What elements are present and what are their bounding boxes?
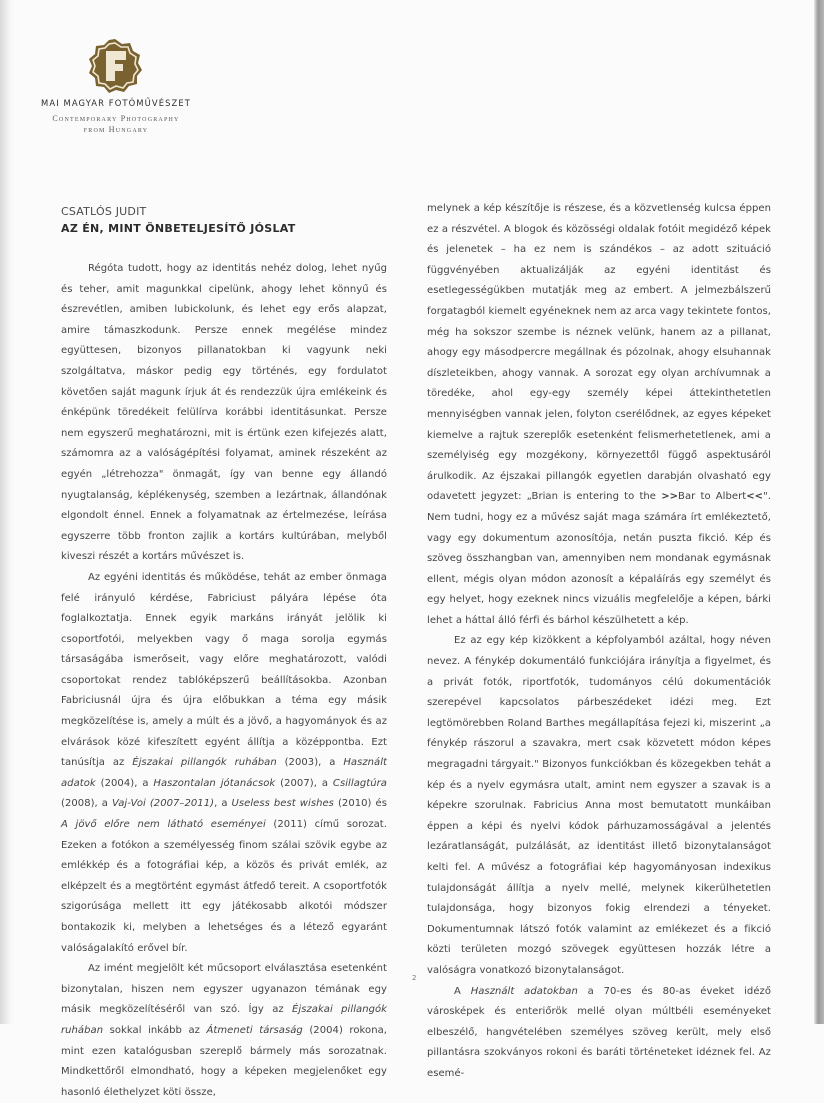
masthead-title: MAI MAGYAR FOTÓMŰVÉSZET (41, 98, 191, 108)
paragraph (61, 259, 387, 568)
text-run: << (746, 491, 764, 503)
page-number: 2 (412, 974, 417, 982)
masthead-subtitle-line-2: from Hungary (83, 125, 149, 134)
paragraph (427, 982, 771, 1085)
paragraph (427, 199, 771, 631)
text-run: A (454, 985, 471, 997)
paragraph (61, 959, 387, 1103)
text-run: >> (661, 491, 679, 503)
text-column-left (61, 259, 387, 1103)
work-title: Használt adatok (61, 757, 387, 789)
publication-logo (87, 38, 143, 94)
text-run: (2004), a (95, 777, 154, 789)
text-run: Régóta tudott, hogy az identitás nehéz dolog, lehet nyűg és teher, amit magunkkal cipelünk, ahogy lehet könnyű és észrevétlen, amiben lubickolunk, és lehet egy erős alapzat, amire támaszkodunk. Persze ennek megélése mindez együttesen, bizonyos pillanatokban ki vagyunk neki szolgáltatva, máskor pedig egy történés, egy fordulatot követően saját magunk írjuk át és rendezzük újra emlékeink és énképünk töredékeit felülírva korábbi identitásunkat. Persze nem egyszerű meghatározni, mit is értünk ezen kifejezés alatt, számomra az a valóságépítési folyamat, aminek részeként az egyén „létrehozza" önmagát, így van benne egy állandó nyugtalanság, képlékenység, szemben a lezártnak, állandónak elgondolt énnel. Ennek a folyamatnak az értelmezése, leírása egyszerre több fronton zajlik a kortárs kultúrában, melyből kiveszi részét a kortárs művészet is. (61, 263, 387, 563)
text-run: (2008), a (61, 798, 112, 810)
article-author: CSATLÓS JUDIT (61, 205, 147, 218)
work-title: A jövő előre nem látható eseményei (61, 819, 266, 831)
text-run: melynek a kép készítője is részese, és a közvetlenség kulcsa éppen ez a részvétel. A blogok és közösségi oldalak fotóit megidéző képek és jelenetek – ha ez nem is szándékos – az adott szituáció függvényében aktualizálják az egyéni identitást és esetlegességükben mutatják meg az embert. A jelmezbálszerű forgatagból kiemelt egyéneknek nem az arca vagy tekintete fontos, még ha sokszor szembe is néznek velünk, hanem az a pillanat, ahogy egy másodpercre megállnak és pózolnak, ahogy elsuhannak díszleteikben, ahogy vannak. A sorozat egy olyan archívumnak a töredéke, ahol egy-egy személy képei áttekinthetetlen mennyiségben vannak jelen, folyton cserélődnek, az egyes képeket kiemelve a rajtuk szereplők esetenként felismerhetetlenek, ami a személyiség egy mozgékony, környezettől függő aspektusáról árulkodik. Az éjszakai pillangók egyetlen darabján olvasható egy odavetett jegyzet: „Brian is entering to the (427, 203, 771, 503)
masthead-subtitle-line-1: Contemporary Photography (52, 114, 180, 123)
text-run: (2003), a (276, 757, 344, 769)
text-run: (2007), a (275, 777, 333, 789)
text-run: sokkal inkább az (103, 1024, 207, 1036)
work-title: Éjszakai pillangók ruhában (132, 757, 277, 769)
paragraph (61, 568, 387, 959)
paragraph (427, 631, 771, 981)
page-gutter-shadow (0, 0, 14, 1024)
text-run: , a (214, 798, 232, 810)
masthead-subtitle (31, 113, 201, 135)
text-run: a 70-es és 80-as éveket idéző városképek és enteriőrök mellé olyan múltbéli eseményeket elbeszélő, hangvételében személyes szöveg került, mely első pillantásra szokványos rokoni és baráti történeteket idéznek fel. Az esemé- (427, 985, 771, 1079)
text-run: (2004) rokona, mint ezen katalógusban szereplő bármely más sorozatnak. Mindkettőről elmondható, hogy a képeken megjelenőket egy hasonló élethelyzet köti össze, (61, 1024, 387, 1098)
text-run: ". Nem tudni, hogy ez a művész saját maga számára írt emlékeztető, vagy egy dokumentum azonosítója, netán puszta fikció. Kép és szöveg összhangban van, amennyiben nem mondanak egymásnak ellent, mégis olyan módon azonosít a képaláírás egy személyt és egy helyet, hogy ezeknek nincs vizuális megfelelője a képen, bárki lehet a háttal álló férfi és bárhol készülhetett a kép. (427, 491, 771, 626)
text-column-right (427, 199, 771, 1085)
text-run: (2010) és (333, 798, 387, 810)
work-title: Csillagtúra (332, 777, 387, 789)
text-run: Bar to Albert (678, 491, 747, 503)
page-edge (814, 0, 824, 1024)
work-title: Useless best wishes (231, 798, 334, 810)
text-run: Az egyéni identitás és működése, tehát az ember önmaga felé irányuló kérdése, Fabriciust pályára lépése óta foglalkoztatja. Ennek egyik markáns irányát jelölik ki csoportfotói, melyekben vagy ő maga sorolja egymás társaságába ismerőseit, vagy előre meghatározott, valódi csoportokat rendez tablóképszerű beállításokba. Azonban Fabriciusnál újra és újra előbukkan a téma egy másik megközelítése is, amely a múlt és a jövő, a hagyományok és az elvárások közé kifeszített egyént állítja a középpontba. Ezt tanúsítja az (61, 571, 387, 769)
text-run: Ez az egy kép kizökkent a képfolyamból azáltal, hogy néven nevez. A fénykép dokumentáló funkciójára irányítja a figyelmet, és a privát fotók, riportfotók, tudományos célú dokumentációk szerepével kapcsolatos párbeszédeket idézi meg. Ezt legtömörebben Roland Barthes megállapítása fejezi ki, miszerint „a fénykép rászorul a szavakra, mert csak közvetett módon képes megragadni tárgyait." Bizonyos funkciókban és közegekben tehát a kép és a nyelv egymásra utalt, amint nem egyszer a szavak is a képekre szorulnak. Fabricius Anna most bemutatott munkáiban éppen a képi és nyelvi kódok párhuzamosságával a jelentés lezáratlanságát, pulzálását, az identitást illető bizonytalanságot kelti fel. A művész a fotográfiai kép hagyományosan indexikus tulajdonságát állítja a nyelv mellé, melynek kikerülhetetlen tulajdonsága, hogy bizonyos fokig elrendezi a tényeket. Dokumentumnak látszó fotók valamint az emlékezet és a fikció közti területen mozgó szövegek együttesen hozzák létre a valóságra vonatkozó bizonytalanságot. (427, 635, 771, 976)
text-run: Az imént megjelölt két műcsoport elválasztása esetenként bizonytalan, hiszen nem egyszer ugyanazon témának egy másik megközelítéséről van szó. Így az (61, 963, 387, 1016)
work-title: Haszontalan jótanácsok (153, 777, 276, 789)
f-logo-icon (87, 38, 143, 94)
article-title: AZ ÉN, MINT ÖNBETELJESÍTŐ JÓSLAT (61, 222, 296, 235)
work-title: Vaj-Voi (2007–2011) (112, 798, 215, 810)
text-run: (2011) című sorozat. Ezeken a fotókon a személyesség finom szálai szövik egybe az emlékkép és a fotográfiai kép, a közös és privát emlék, az elképzelt és a megtörtént egymást átfedő tereit. A csoportfotók szigorúsága mellett itt egy játékosabb alkotói módszer bontakozik ki, melyben a lehetséges és a létező egyaránt valóságalakító erővel bír. (61, 819, 387, 954)
work-title: Átmeneti társaság (206, 1024, 303, 1036)
work-title: Éjszakai pillangók ruhában (61, 1004, 387, 1036)
work-title: Használt adatokban (470, 985, 578, 997)
